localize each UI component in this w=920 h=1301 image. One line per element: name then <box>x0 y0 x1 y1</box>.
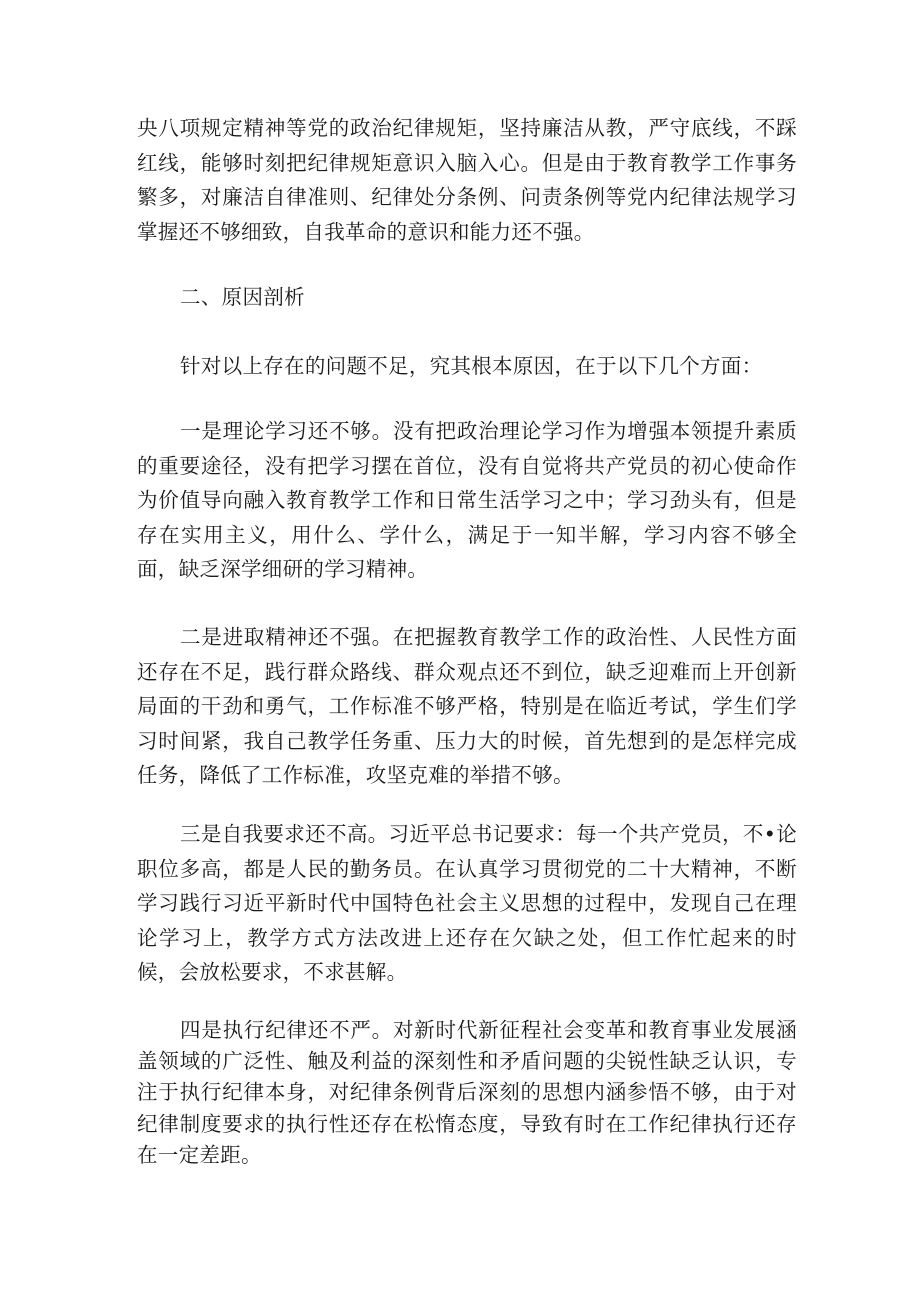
paragraph-reason-4: 四是执行纪律还不严。对新时代新征程社会变革和教育事业发展涵盖领域的广泛性、触及利益的深刻性和矛盾问题的尖锐性缺乏认识，专注于执行纪律本身，对纪律条例背后深刻的思想内涵参悟不够，由于对纪律制度要求的执行性还存在松惰态度，导致有时在工作纪律执行还存在一定差距。 <box>137 1018 797 1167</box>
paragraph-reason-1: 一是理论学习还不够。没有把政治理论学习作为增强本领提升素质的重要途径，没有把学习摆在首位，没有自觉将共产党员的初心使命作为价值导向融入教育教学工作和日常生活学习之中；学习劲头有，但是存在实用主义，用什么、学什么，满足于一知半解，学习内容不够全面，缺乏深学细研的学习精神。 <box>137 419 797 582</box>
section-heading: 二、原因剖析 <box>180 285 305 309</box>
paragraph-continuation: 央八项规定精神等党的政治纪律规矩，坚持廉洁从教，严守底线，不踩红线，能够时刻把纪律规矩意识入脑入心。但是由于教育教学工作事务繁多，对廉洁自律准则、纪律处分条例、问责条例等党内纪律法规学习掌握还不够细致，自我革命的意识和能力还不强。 <box>137 116 797 244</box>
paragraph-reason-2: 二是进取精神还不强。在把握教育教学工作的政治性、人民性方面还存在不足，践行群众路线、群众观点还不到位，缺乏迎难而上开创新局面的干劲和勇气，工作标准不够严格，特别是在临近考试，学生们学习时间紧，我自己教学任务重、压力大的时候，首先想到的是怎样完成任务，降低了工作标准，攻坚克难的举措不够。 <box>137 625 797 788</box>
paragraph-reason-3: 三是自我要求还不高。习近平总书记要求：每一个共产党员，不•论职位多高，都是人民的勤务员。在认真学习贯彻党的二十大精神，不断学习践行习近平新时代中国特色社会主义思想的过程中，发现自己在理论学习上，教学方式方法改进上还存在欠缺之处，但工作忙起来的时候，会放松要求，不求甚解。 <box>137 822 797 985</box>
paragraph-intro: 针对以上存在的问题不足，究其根本原因，在于以下几个方面： <box>180 354 763 378</box>
